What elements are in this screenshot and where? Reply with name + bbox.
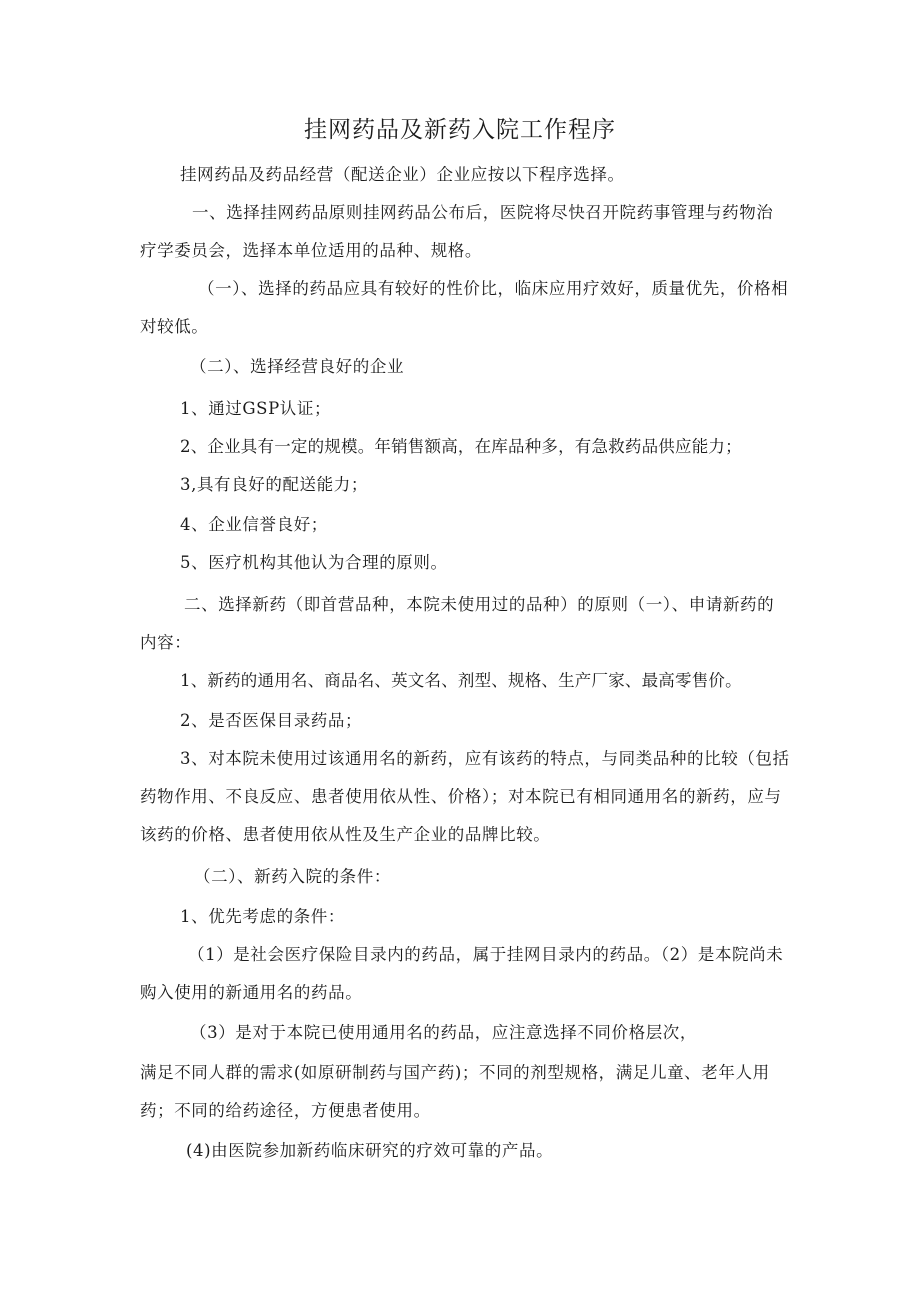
list-item-new-drug-names: 1、新药的通用名、商品名、英文名、剂型、规格、生产厂家、最高零售价。 <box>180 671 742 690</box>
list-item-insurance: 2、是否医保目录药品； <box>180 711 363 730</box>
list-item-reputation: 4、企业信誉良好； <box>180 515 328 534</box>
list-item-gsp: 1、通过GSP认证； <box>180 399 332 418</box>
paragraph-comparison: 3、对本院未使用过该通用名的新药，应有该药的特点，与同类品种的比较（包括药物作用、不良反应、患者使用依从性、价格）；对本院已有相同通用名的新药，应与该药的价格、患者使用依从性及生产企业的品牌比较。 <box>140 749 790 844</box>
paragraph-intro: 挂网药品及药品经营（配送企业）企业应按以下程序选择。 <box>180 165 625 184</box>
paragraph-section-1-item-2: （二）、选择经营良好的企业 <box>190 357 405 376</box>
list-item-delivery: 3,具有良好的配送能力； <box>180 475 368 494</box>
paragraph-admission-conditions: （二）、新药入院的条件： <box>194 867 391 886</box>
paragraph-section-1-item-1: （一）、选择的药品应具有较好的性价比，临床应用疗效好，质量优先，价格相对较低。 <box>140 279 789 336</box>
paragraph-priority-1-2: （1）是社会医疗保险目录内的药品，属于挂网目录内的药品。（2）是本院尚未购入使用的新通用名的药品。 <box>140 945 784 1002</box>
list-item-priority: 1、优先考虑的条件： <box>180 907 345 926</box>
document-title: 挂网药品及新药入院工作程序 <box>304 117 616 143</box>
paragraph-priority-3: （3）是对于本院已使用通用名的药品，应注意选择不同价格层次， <box>190 1023 697 1042</box>
paragraph-priority-4: (4)由医院参加新药临床研究的疗效可靠的产品。 <box>186 1141 554 1160</box>
list-item-other: 5、医疗机构其他认为合理的原则。 <box>180 553 448 572</box>
paragraph-priority-3-continued: 满足不同人群的需求(如原研制药与国产药)；不同的剂型规格，满足儿童、老年人用药；不同的给药途径，方便患者使用。 <box>140 1063 770 1120</box>
list-item-scale: 2、企业具有一定的规模。年销售额高，在库品种多，有急救药品供应能力； <box>180 437 742 456</box>
paragraph-section-2: 二、选择新药（即首营品种，本院未使用过的品种）的原则（一）、申请新药的内容： <box>140 595 775 652</box>
paragraph-section-1: 一、选择挂网药品原则挂网药品公布后，医院将尽快召开院药事管理与药物治疗学委员会，选择本单位适用的品种、规格。 <box>140 203 774 260</box>
